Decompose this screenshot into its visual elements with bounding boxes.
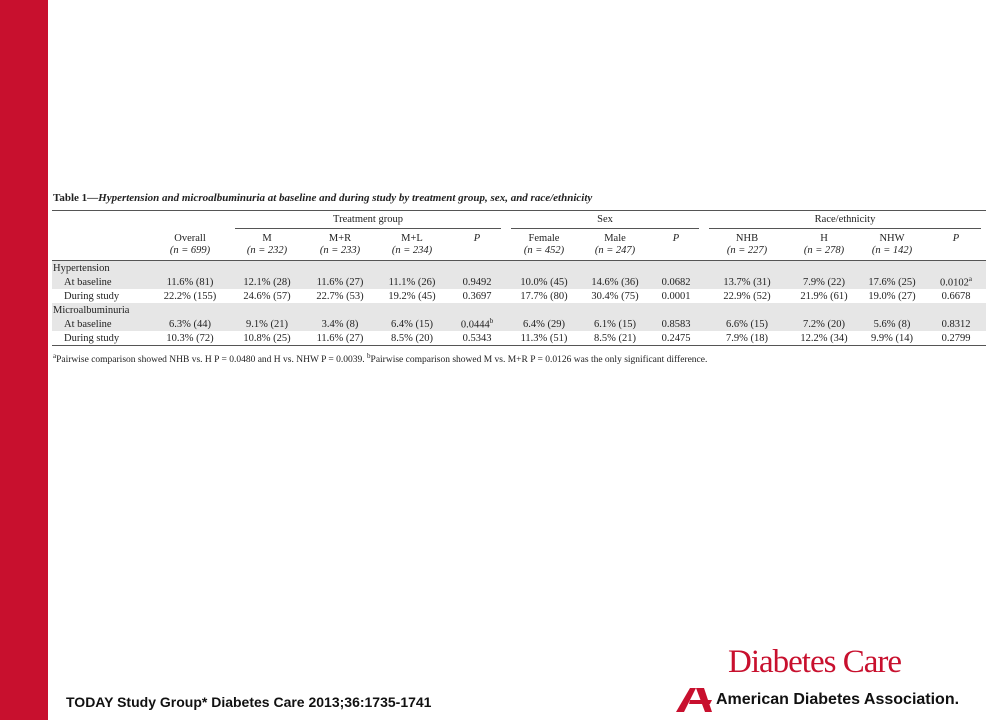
table-cell: 6.4% (29) [506,317,582,331]
table-cell: 17.6% (25) [858,275,926,289]
table-cell: 10.3% (72) [150,331,230,346]
table-cell: 19.2% (45) [388,290,436,302]
table-cell: 7.9% (18) [704,331,790,346]
table-footnote: $^a$Pairwise comparison showed NHB vs. H P = 0.0480 and H vs. NHW P = 0.0039. $^b$Pairwise comparison showed M vs. M+R P = 0.0126 was the only significant difference. [53,352,708,366]
table-cell: 10.8% (25) [230,331,304,346]
footnote-b: Pairwise comparison showed M vs. M+R P = 0.0126 was the only significant difference. [370,355,708,366]
footnote-a: Pairwise comparison showed NHB vs. H P = 0.0480 and H vs. NHW P = 0.0039. [56,355,365,366]
table-cell: 24.6% (57) [243,290,291,302]
table-cell: 0.0682 [648,275,704,289]
row-label: At baseline [52,275,150,289]
accent-bar [0,0,48,720]
table-cell: 0.2799 [926,331,986,346]
column-header: P [952,233,960,244]
column-header: M (n = 232) [246,233,288,256]
table-cell: 12.2% (34) [790,331,858,346]
section-title: Hypertension [52,261,150,276]
group-treatment: Treatment group [235,214,501,229]
table-cell: 13.7% (31) [704,275,790,289]
table-cell: 8.5% (21) [582,331,648,346]
table-cell: 0.0102$^a$ [926,275,986,289]
table-cell: 0.9492 [448,275,506,289]
table-cell: 6.6% (15) [704,317,790,331]
column-header: M+L (n = 234) [391,233,433,256]
table-cell: 3.4% (8) [304,317,376,331]
column-header: NHB (n = 227) [726,233,768,256]
citation: TODAY Study Group* Diabetes Care 2013;36:1735-1741 [66,694,432,710]
row-label: During study [64,290,120,302]
journal-brand: Diabetes Care [728,644,901,680]
table-cell: 0.8583 [648,317,704,331]
column-header: P [473,233,481,244]
table-cell: 0.2475 [648,331,704,346]
column-header: Male (n = 247) [594,233,636,256]
column-header: NHW (n = 142) [871,233,913,256]
caption-label: Table 1— [53,192,99,204]
ada-brand [676,688,959,712]
section-title: Microalbuminuria [52,303,150,317]
column-header: P [672,233,680,244]
results-table-figure [52,192,972,366]
table-cell: 7.9% (22) [790,275,858,289]
table-row [52,289,986,303]
table-cell: 11.6% (81) [150,275,230,289]
group-sex: Sex [511,214,699,229]
section-row [52,303,986,317]
table-cell: 11.6% (27) [304,275,376,289]
table-cell: 9.1% (21) [230,317,304,331]
caption-title: Hypertension and microalbuminuria at baseline and during study by treatment group, sex, and race/ethnicity [98,192,593,204]
table-cell: 5.6% (8) [858,317,926,331]
table-cell: 7.2% (20) [790,317,858,331]
table-cell: 9.9% (14) [858,331,926,346]
ada-name: American Diabetes Association. [716,691,960,708]
table-cell: 0.5343 [448,331,506,346]
table-cell: 6.1% (15) [582,317,648,331]
table-cell: 22.2% (155) [163,290,217,302]
column-header: H (n = 278) [803,233,845,256]
table-cell: 8.5% (20) [376,331,448,346]
table-cell: 11.3% (51) [506,331,582,346]
column-header: Female (n = 452) [523,233,565,256]
table-cell: 22.7% (53) [316,290,364,302]
table-cell: 10.0% (45) [506,275,582,289]
table-cell: 11.1% (26) [376,275,448,289]
table-cell: 0.6678 [941,290,971,302]
table-cell: 0.3697 [462,290,492,302]
ada-logo-icon [676,688,712,712]
group-header-row [52,211,986,231]
table-cell: 0.0444$^b$ [448,317,506,331]
column-header-row [52,231,986,261]
row-label: During study [52,331,150,346]
table-cell: 14.6% (36) [582,275,648,289]
row-label: At baseline [52,317,150,331]
table-cell: 21.9% (61) [800,290,848,302]
column-header: M+R (n = 233) [319,233,361,256]
table-caption [52,192,954,204]
table-row [52,317,986,331]
table-row [52,275,986,289]
table-row [52,331,986,346]
column-header: Overall (n = 699) [169,233,211,256]
table-cell: 17.7% (80) [520,290,568,302]
table-cell: 0.8312 [926,317,986,331]
table-cell: 6.4% (15) [376,317,448,331]
table-cell: 12.1% (28) [230,275,304,289]
table-cell: 6.3% (44) [150,317,230,331]
table-cell: 11.6% (27) [304,331,376,346]
group-race: Race/ethnicity [709,214,981,229]
table-cell: 22.9% (52) [723,290,771,302]
table-cell: 19.0% (27) [868,290,916,302]
table-cell: 0.0001 [661,290,691,302]
section-row [52,261,986,276]
results-table [52,210,986,346]
table-cell: 30.4% (75) [591,290,639,302]
